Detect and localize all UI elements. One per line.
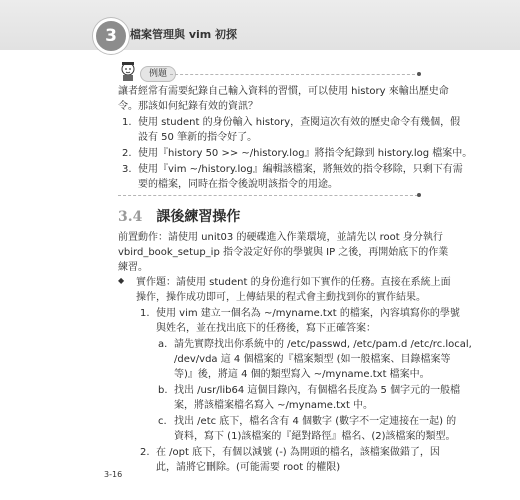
example-intro-line2: 令。那該如何紀錄有效的資訊？ xyxy=(118,101,258,112)
subitem-line: 找出 /usr/lib64 這個目錄內，有個檔名長度為 5 個字元的一般檔 xyxy=(174,385,461,396)
subitem-line: 案，將該檔案檔名寫入 ~/myname.txt 中。 xyxy=(174,400,374,411)
diamond-bullet-icon: ◆ xyxy=(118,276,125,285)
pre-action-line2: vbird_book_setup_ip 指令設定好你的學號與 IP 之後，再開始底下的作業 xyxy=(118,247,449,258)
section-number: 3.4 xyxy=(118,209,143,225)
example-top-rule xyxy=(170,74,420,75)
task-line2: 操作，操作成功即可，上傳結果的程式會主動找到你的實作結果。 xyxy=(136,292,426,303)
subitem-line: /dev/vda 這 4 個檔案的『檔案類型 (如一般檔案、目錄檔案等 xyxy=(174,354,451,365)
example-bottom-rule-end xyxy=(417,193,421,197)
task-item-line: 在 /opt 底下，有個以減號 (-) 為開頭的檔名，該檔案做錯了，因 xyxy=(156,447,440,458)
pre-action-line1: 前置動作：請使用 unit03 的硬碟進入作業環境，並請先以 root 身分執行 xyxy=(118,232,443,243)
example-step-number: 2. xyxy=(122,148,132,159)
example-step-line: 要的檔案，同時在指令後說明該指令的用途。 xyxy=(138,179,338,190)
subitem-line: 等)』後，將這 4 個的類型寫入 ~/myname.txt 檔案中。 xyxy=(174,369,430,380)
example-tag: 例題 xyxy=(140,66,176,82)
subitem-letter: c. xyxy=(158,416,167,427)
example-step-line: 使用『history 50 >> ~/history.log』將指令紀錄到 history.log 檔案中。 xyxy=(138,148,473,159)
task-item-line: 此，請將它刪除。(可能需要 root 的權限) xyxy=(156,462,341,473)
task-item-line: 與姓名，並在找出底下的任務後，寫下正確答案： xyxy=(156,323,376,334)
subitem-letter: b. xyxy=(158,385,168,396)
example-bottom-rule xyxy=(118,195,418,196)
pre-action-line3: 練習。 xyxy=(118,262,148,273)
example-header xyxy=(118,64,418,82)
example-top-rule-end xyxy=(417,72,421,76)
example-step-line: 使用『vim ~/history.log』編輯該檔案，將無效的指令移除，只剩下有需 xyxy=(138,164,463,175)
task-line1: 實作題：請使用 student 的身份進行如下實作的任務。直接在系統上面 xyxy=(136,277,451,288)
task-item-number: 1. xyxy=(140,308,150,319)
subitem-line: 資料，寫下 (1)該檔案的『絕對路徑』檔名、(2)該檔案的類型。 xyxy=(174,431,456,442)
chapter-number-badge: 3 xyxy=(93,18,129,54)
example-step-line: 設有 50 筆新的指令好了。 xyxy=(138,132,258,143)
example-step-line: 使用 student 的身份輸入 history，查閱這次有效的歷史命令有幾個，假 xyxy=(138,117,461,128)
subitem-line: 找出 /etc 底下，檔名含有 4 個數字 (數字不一定連接在一起) 的 xyxy=(174,416,457,427)
subitem-line: 請先實際找出你系統中的 /etc/passwd, /etc/pam.d /etc/rc.local, xyxy=(174,339,472,350)
example-intro-line1: 讓者經常有需要紀錄自己輸入資料的習慣，可以使用 history 來輸出歷史命 xyxy=(118,86,449,97)
task-item-number: 2. xyxy=(140,447,150,458)
chapter-title: 檔案管理與 vim 初探 xyxy=(130,28,238,41)
header-band xyxy=(0,0,520,50)
section-heading xyxy=(118,206,240,226)
example-step-number: 1. xyxy=(122,117,132,128)
page-number: 3-16 xyxy=(104,470,123,479)
subitem-letter: a. xyxy=(158,339,168,350)
student-mascot-icon xyxy=(118,60,138,82)
task-item-line: 使用 vim 建立一個名為 ~/myname.txt 的檔案，內容填寫你的學號 xyxy=(156,308,460,319)
example-step-number: 3. xyxy=(122,164,132,175)
section-title: 課後練習操作 xyxy=(156,209,241,225)
